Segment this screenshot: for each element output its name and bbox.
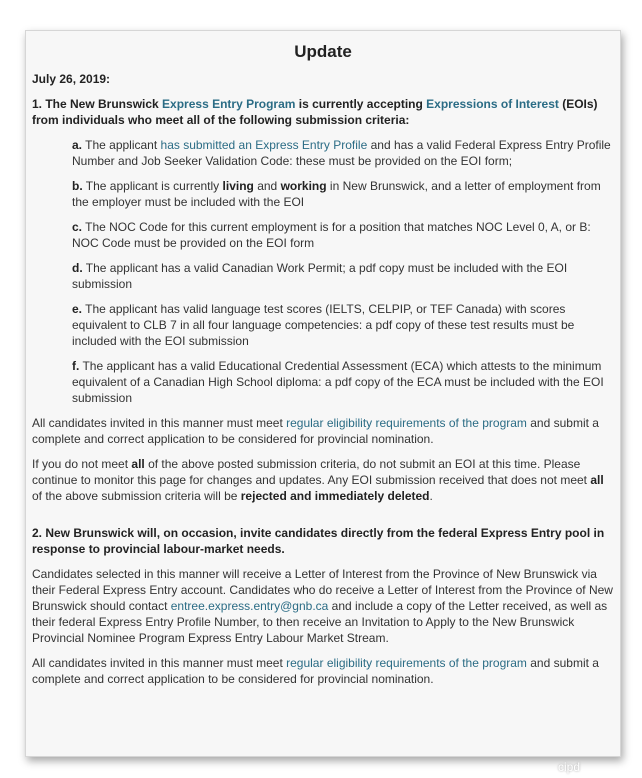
paragraph (32, 415, 614, 447)
bold-text: d. (72, 261, 83, 275)
text: and (253, 179, 281, 193)
section-heading (32, 96, 614, 128)
text-link[interactable]: regular eligibility requirements of the program (286, 656, 527, 670)
update-content (32, 96, 614, 687)
update-panel (25, 30, 621, 757)
criteria-item (72, 137, 614, 169)
text-link[interactable]: has submitted an Express Entry Profile (160, 138, 368, 152)
bold-text: f. (72, 359, 80, 373)
text: (EOIs) from individuals who meet all of the following submission criteria: (32, 97, 598, 127)
watermark: cipd (558, 760, 581, 774)
text: The applicant (82, 138, 161, 152)
text: and submit a complete and correct application to be considered for provincial nomination. (32, 416, 599, 446)
text: and submit a complete and correct application to be considered for provincial nomination. (32, 656, 599, 686)
text: The applicant has a valid Canadian Work Permit; a pdf copy must be included with the EOI submission (72, 261, 568, 291)
bold-text: e. (72, 302, 83, 316)
bold-text: a. (72, 138, 83, 152)
page-title: Update (294, 42, 352, 61)
bold-text: all (590, 473, 604, 487)
text-link[interactable]: Express Entry Program (162, 97, 296, 111)
criteria-item (72, 301, 614, 349)
bold-text: working (280, 179, 327, 193)
bold-text: all (131, 457, 145, 471)
text: in New Brunswick, and a letter of employment from the employer must be included with the EOI (72, 179, 601, 209)
text: The NOC Code for this current employment is for a position that matches NOC Level 0, A, or B: NOC Code must be provided on the EOI form (72, 220, 591, 250)
criteria-item (72, 260, 614, 292)
text: All candidates invited in this manner must meet (32, 656, 287, 670)
text: and include a copy of the Letter received, as well as their federal Express Entry Profile Number, to then receive an Invitation to Apply to the New Brunswick Provincial Nominee Program Express Entry Labour Market Stream. (32, 599, 608, 645)
bold-text: rejected and immediately deleted (240, 489, 430, 503)
text: The applicant has a valid Educational Credential Assessment (ECA) which attests to the minimum equivalent of a Canadian High School diploma: a pdf copy of the ECA must be included with the EOI submission (72, 359, 604, 405)
bold-text: c. (72, 220, 83, 234)
section-heading (32, 525, 614, 557)
criteria-item (72, 358, 614, 406)
text-link[interactable]: entree.express.entry@gnb.ca (170, 599, 329, 613)
paragraph (32, 456, 614, 504)
text: of the above submission criteria will be (32, 489, 241, 503)
text: The applicant has valid language test scores (IELTS, CELPIP, or TEF Canada) with scores equivalent to CLB 7 in all four language competencies: a pdf copy of these test results must be included with the EOI submission (72, 302, 575, 348)
text: of the above posted submission criteria, do not submit an EOI at this time. Please continue to monitor this page for changes and updates. Any EOI submission received that does not meet (32, 457, 591, 487)
update-date: July 26, 2019: (32, 72, 111, 86)
text: All candidates invited in this manner must meet (32, 416, 287, 430)
text: If you do not meet (32, 457, 132, 471)
text: . (429, 489, 433, 503)
paragraph (32, 655, 614, 687)
text-link[interactable]: regular eligibility requirements of the program (286, 416, 527, 430)
text: is currently accepting (295, 97, 427, 111)
criteria-item (72, 178, 614, 210)
text: Candidates selected in this manner will receive a Letter of Interest from the Province of New Brunswick via their Federal Express Entry account. Candidates who do receive a Letter of Interest from the Province of New Brunswick should contact (32, 567, 613, 613)
bold-text: living (222, 179, 254, 193)
text: and has a valid Federal Express Entry Profile Number and Job Seeker Validation Code: these must be provided on the EOI form; (72, 138, 611, 168)
text-link[interactable]: Expressions of Interest (426, 97, 559, 111)
paragraph (32, 566, 614, 646)
text: 2. New Brunswick will, on occasion, invite candidates directly from the federal Express Entry pool in response to provincial labour-market needs. (32, 526, 605, 556)
bold-text: b. (72, 179, 83, 193)
criteria-item (72, 219, 614, 251)
text: 1. The New Brunswick (32, 97, 163, 111)
text: The applicant is currently (82, 179, 223, 193)
spacer (32, 513, 614, 525)
